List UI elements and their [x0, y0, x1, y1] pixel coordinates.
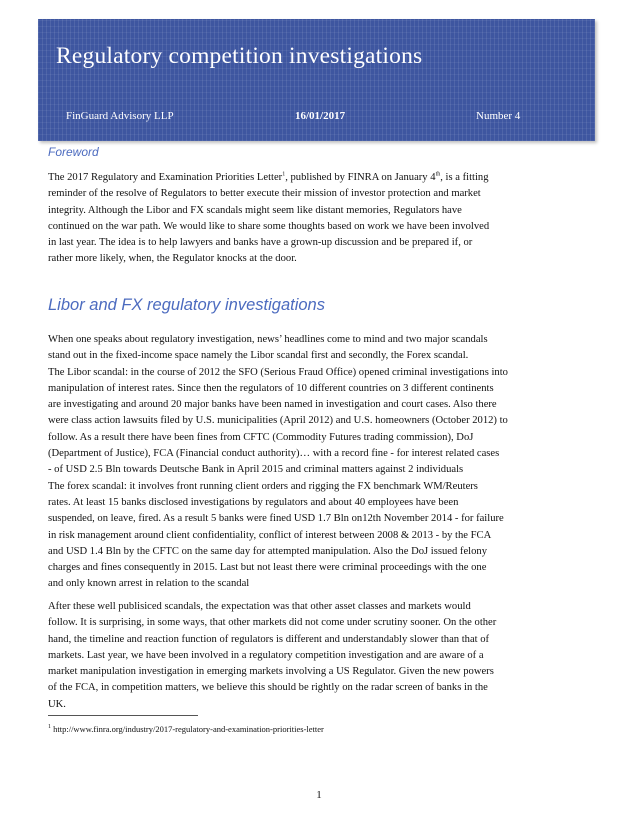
paragraph-line: When one speaks about regulatory investigation, news’ headlines come to mind and two major scandals [48, 334, 488, 345]
issue-date: 16/01/2017 [295, 110, 346, 122]
paragraph-line: The forex scandal: it involves front running client orders and rigging the FX benchmark WM/Reuters [48, 480, 478, 492]
paragraph-line [48, 170, 596, 186]
paragraph-line: market manipulation investigation in emerging markets involving a US Regulator. Given the new powers [48, 666, 494, 678]
paragraph-line: and only known arrest in relation to the scandal [48, 578, 250, 590]
footnote-reference[interactable]: 1 [282, 171, 286, 178]
text-run: , is a fitting [440, 172, 489, 183]
page-number: 1 [316, 789, 322, 801]
paragraph-line: in risk management around client confidentiality, conflict of interest between 2008 & 2013 - by the FCA [48, 529, 492, 541]
libor-paragraph-2 [48, 599, 596, 713]
paragraph-line: - of USD 2.5 Bln towards Deutsche Bank in April 2015 and criminal matters against 2 individuals [48, 464, 464, 476]
foreword-paragraph [48, 170, 596, 268]
paragraph-line: rather more likely, when, the Regulator knocks at the door. [48, 253, 297, 265]
footnote-separator [48, 715, 198, 716]
paragraph-line: rates. At least 15 banks disclosed investigations by regulators and about 40 employees have been [48, 496, 459, 508]
paragraph-line: The Libor scandal: in the course of 2012 the SFO (Serious Fraud Office) opened criminal investigations into [48, 366, 508, 378]
footnote-link[interactable]: http://www.finra.org/industry/2017-regulatory-and-examination-priorities-letter [53, 724, 324, 734]
text-run: The 2017 Regulatory and Examination Priorities Letter [48, 172, 283, 183]
paragraph-line: and USD 1.4 Bln by the CFTC on the same day for attempted manipulation. Also the DoJ issued felony [48, 545, 487, 557]
paragraph-line: reminder of the resolve of Regulators to better execute their mission of investor protection and market [48, 188, 481, 200]
paragraph-line: UK. [48, 698, 66, 710]
paragraph-line: hand, the timeline and reaction function of regulators is different and understandably slower than that of [48, 633, 490, 645]
paragraph-line: integrity. Although the Libor and FX scandals might seem like distant memories, Regulators have [48, 204, 462, 216]
foreword-heading: Foreword [48, 145, 99, 159]
paragraph-line: (Department of Justice), FCA (Financial conduct authority)… with a record fine - for interest related cases [48, 448, 500, 460]
paragraph-line: continued on the war path. We would like to share some thoughts based on work we have been involved [48, 220, 490, 232]
ordinal-suffix: th [435, 171, 441, 178]
header-banner [38, 19, 595, 141]
paragraph-line: in last year. The idea is to help lawyers and banks have a grown-up discussion and be prepared if, or [48, 237, 473, 249]
paragraph-line: markets. Last year, we have been involved in a regulatory competition investigation and are aware of a [48, 649, 484, 661]
footnote [48, 724, 324, 734]
paragraph-line: manipulation of interest rates. Since then the regulators of 10 different countries on 3 different continents [48, 382, 494, 394]
paragraph-line: are investigating and around 20 major banks have been named in investigation and court cases. Also there [48, 399, 497, 411]
paragraph-line: suspended, on leave, fired. As a result 5 banks were fined USD 1.7 Bln on12th November 2014 - for failure [48, 513, 504, 525]
paragraph-line: were class action lawsuits filed by U.S. municipalities (April 2012) and U.S. homeowners (October 2012) to [48, 415, 508, 427]
paragraph-line: charges and fines consequently in 2015. Last but not least there were criminal proceedings with the one [48, 562, 487, 574]
libor-section-heading: Libor and FX regulatory investigations [48, 296, 325, 314]
paragraph-line: follow. It is surprising, in some ways, that other markets did not come under scrutiny sooner. On the other [48, 617, 497, 629]
paragraph-line: After these well publisiced scandals, the expectation was that other asset classes and markets would [48, 601, 471, 612]
paragraph-line: follow. As a result there have been fines from CFTC (Commodity Futures trading commission), DoJ [48, 431, 474, 443]
footnote-marker: 1 [48, 724, 51, 731]
firm-name: FinGuard Advisory LLP [66, 110, 174, 122]
issue-number: Number 4 [476, 110, 521, 122]
paragraph-line: stand out in the fixed-income space namely the Libor scandal first and secondly, the Forex scandal. [48, 350, 469, 362]
libor-paragraph-1 [48, 332, 596, 593]
paragraph-line: of the FCA, in competition matters, we believe this should be rightly on the radar screen of banks in the [48, 682, 488, 694]
text-run: , published by FINRA on January 4 [285, 172, 436, 183]
document-title: Regulatory competition investigations [56, 43, 423, 69]
